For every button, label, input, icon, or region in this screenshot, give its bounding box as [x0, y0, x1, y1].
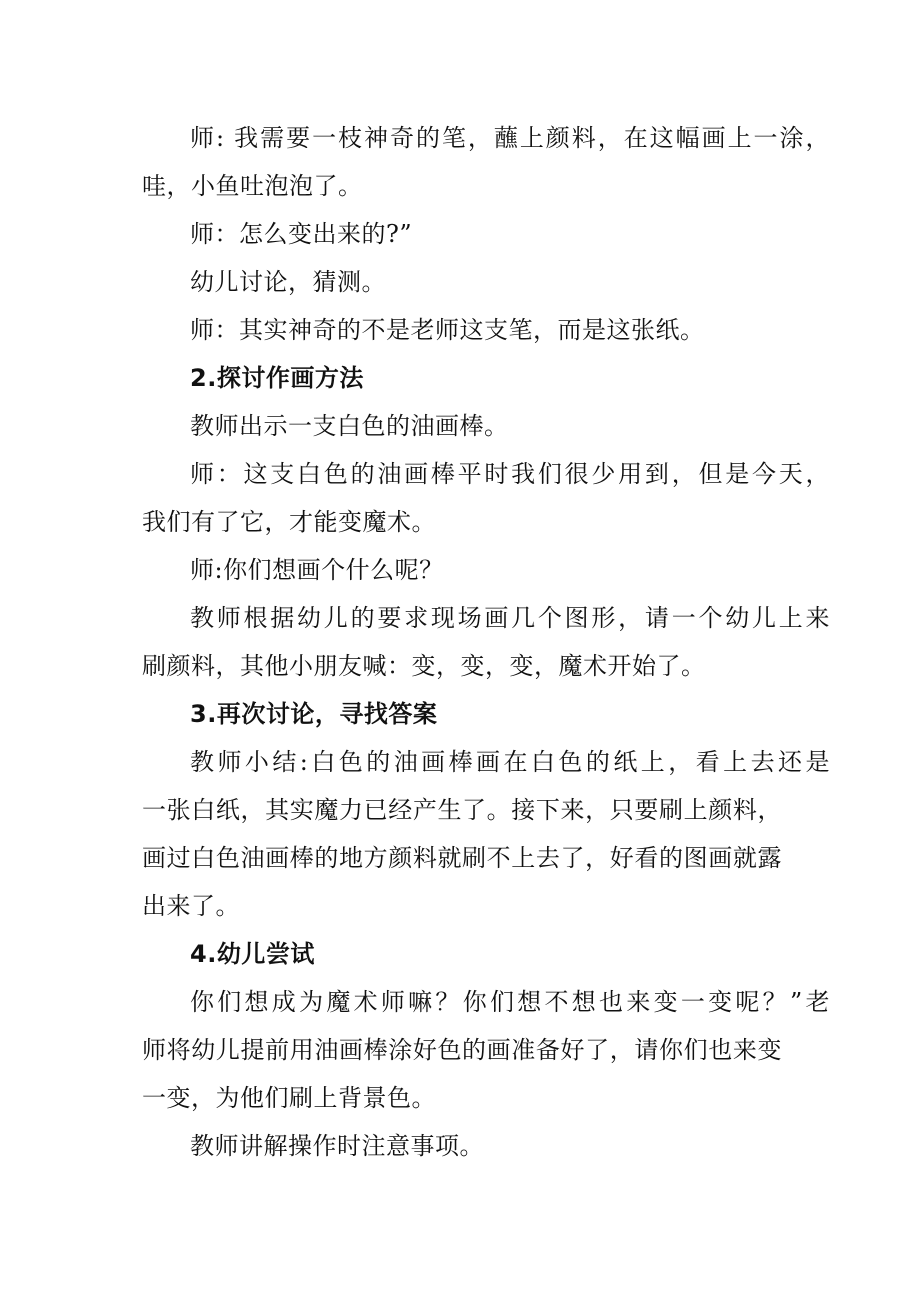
paragraph-line: 教师出示一支白色的油画棒。 [190, 412, 509, 440]
paragraph-line: 师将幼儿提前用油画棒涂好色的画准备好了，请你们也来变 [142, 1036, 782, 1064]
paragraph-line: 刷颜料，其他小朋友喊：变，变，变，魔术开始了。 [142, 652, 706, 680]
paragraph-line: 你们想成为魔术师嘛？你们想不想也来变一变呢？”老 [190, 988, 830, 1016]
paragraph-line: 画过白色油画棒的地方颜料就刷不上去了，好看的图画就露 [142, 844, 782, 872]
paragraph-line: 师：这支白色的油画棒平时我们很少用到，但是今天， [190, 460, 830, 488]
paragraph-line: 出来了。 [142, 892, 240, 920]
paragraph-line: 一张白纸，其实魔力已经产生了。接下来，只要刷上颜料， [142, 796, 782, 824]
paragraph-line: 师: 我需要一枝神奇的笔，蘸上颜料，在这幅画上一涂， [190, 124, 830, 152]
paragraph-line: 师：其实神奇的不是老师这支笔，而是这张纸。 [190, 316, 705, 344]
section-heading: 2.探讨作画方法 [190, 364, 364, 392]
paragraph-line: 教师讲解操作时注意事项。 [190, 1132, 484, 1160]
paragraph-line: 我们有了它，才能变魔术。 [142, 508, 436, 536]
paragraph-line: 师:你们想画个什么呢？ [190, 556, 444, 584]
paragraph-line: 师：怎么变出来的?” [190, 220, 413, 248]
section-heading: 4.幼儿尝试 [190, 940, 315, 968]
paragraph-line: 一变，为他们刷上背景色。 [142, 1084, 436, 1112]
paragraph-line: 教师根据幼儿的要求现场画几个图形，请一个幼儿上来 [190, 604, 830, 632]
section-heading: 3.再次讨论，寻找答案 [190, 700, 438, 728]
paragraph-line: 幼儿讨论，猜测。 [190, 268, 386, 296]
paragraph-line: 教师小结:白色的油画棒画在白色的纸上，看上去还是 [190, 748, 830, 776]
paragraph-line: 哇，小鱼吐泡泡了。 [142, 172, 363, 200]
document-body [142, 114, 830, 1170]
